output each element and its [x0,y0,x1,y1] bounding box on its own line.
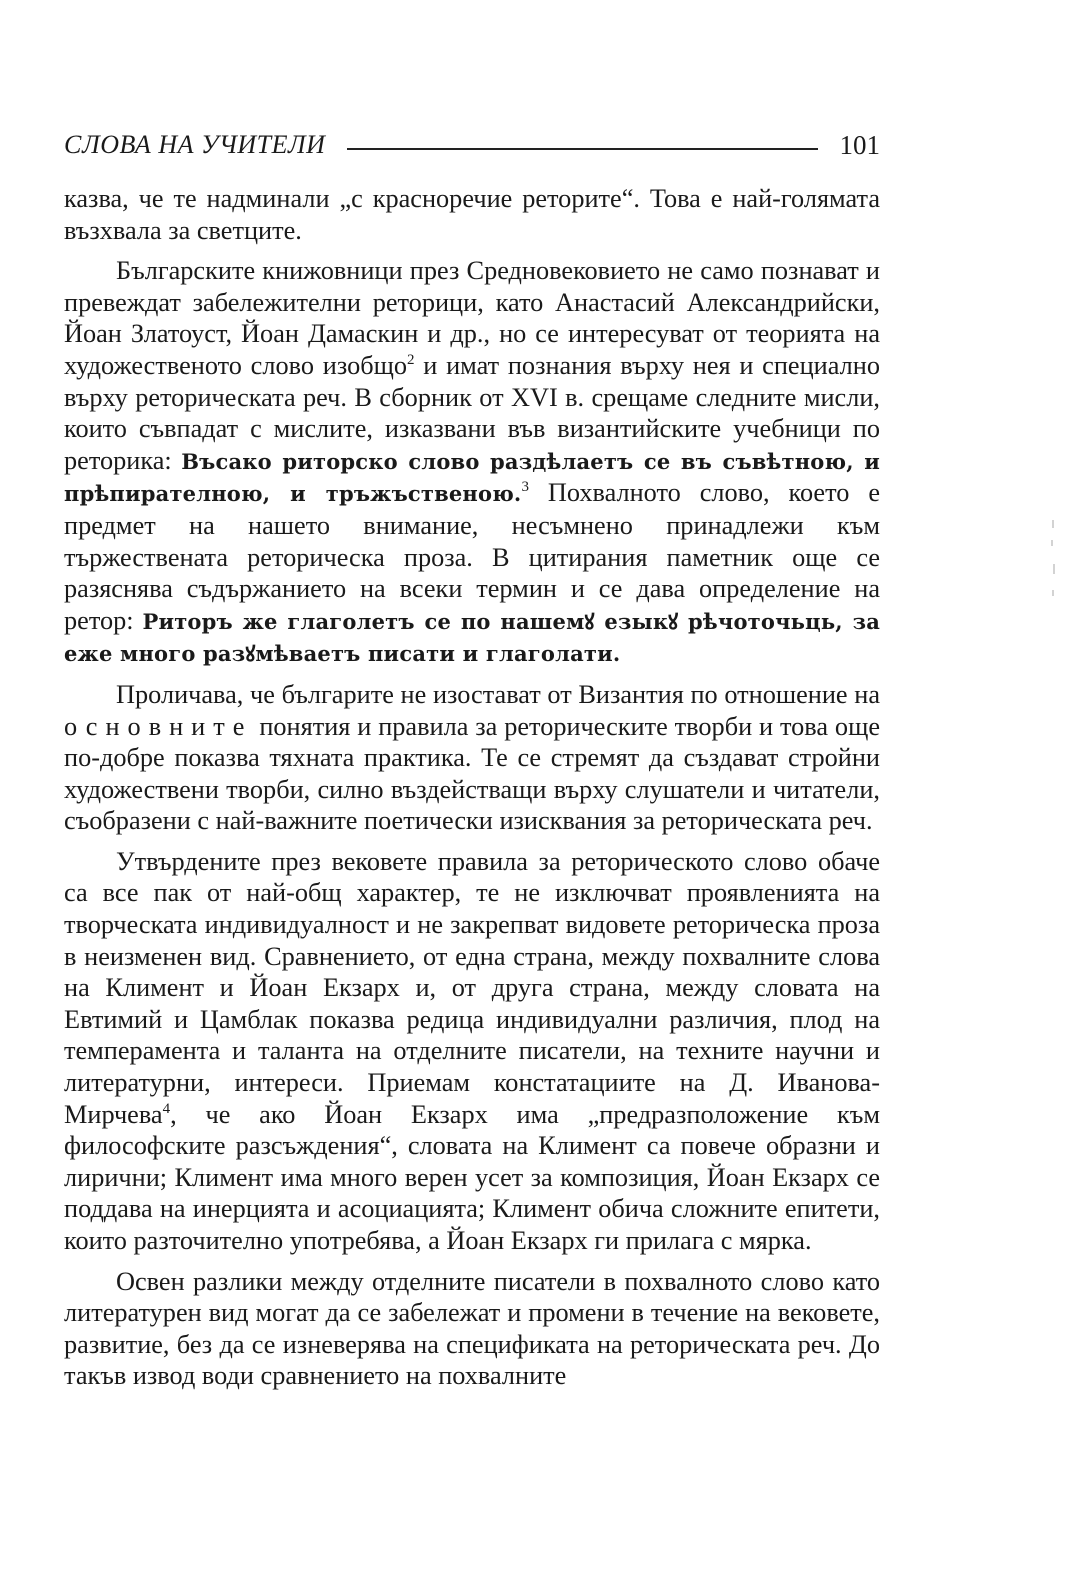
text-segment: Българските книжовници през Средновековието не само познават и превеждат забележителни реторици, като Анастасий Александрийски, Йоан Златоуст, Йоан Дамаскин и др., но се интересуват от теорията на художественото слово изобщо [64,256,880,380]
text-segment: , че ако Йоан Екзарх има „предразположение към философските разсъждения“, словата на Климент са повече образни и лирични; Климент има много верен усет за композиция, Йоан Екзарх се поддава на инерцията и асоциацията; Климент обича сложните епитети, които разточително употребява, а Йоан Екзарх ги прилага с мярка. [64,1099,880,1255]
scan-edge-marks [1050,520,1056,620]
running-title: СЛОВА НА УЧИТЕЛИ [64,130,326,159]
page-number: 101 [839,129,880,160]
paragraph [64,846,880,1257]
header-rule [347,148,817,150]
paragraph [64,255,880,670]
paragraph [64,1266,880,1392]
text-segment: Освен разлики между отделните писатели в похвалното слово като литературен вид могат да се забележат и промени в течение на вековете, развитие, без да се изневерява на спецификата на реторическата реч. До такъв извод води сравнението на похвалните [64,1266,880,1391]
text-segment: понятия и правила за реторическите творби и това още по-добре показва тяхната практика. Те се стремят да създават стройни художествени творби, силно въздействащи върху слушатели и читатели, съобразени с най-важните поетически изисквания за реторическата реч. [64,711,880,836]
text-segment: казва, че те надминали „с красноречие реторите“. Това е най-голямата възхвала за светците. [64,184,880,245]
old-bulgarian-quote: Риторъ же глаголетъ се по нашемꙋ езыкꙋ рѣчоточьць, за еже много разꙋмѣваетъ писати и глаголати. [64,608,881,667]
footnote-ref: 4 [162,1100,171,1117]
text-segment: Похвалното слово, което е предмет на нашето внимание, несъмнено принадлежи към тържествената реторическа проза. В цитирания паметник още се разяснява съдържанието на всеки термин и се дава определение на ретор: [64,478,880,635]
old-bulgarian-quote: Въсако риторско слово раздѣлаетъ се въ съвѣтною, и прѣпирателною, и тръжъственою. [64,448,880,507]
footnote-ref: 3 [521,479,529,496]
text-segment: Проличава, че българите не изостават от Византия по отношение на [116,679,880,709]
body-text [64,183,880,1392]
running-header [64,120,880,170]
emphasized-word: основните [64,711,253,741]
paragraph [64,183,880,246]
book-page [64,0,880,1573]
text-segment: Утвърдените през вековете правила за реторическото слово обаче са все пак от най-общ характер, те не изключват проявленията на творческата индивидуалност и не закрепват видовете реторическа проза в неизменен вид. Сравнението, от една страна, между похвалните слова на Климент и Йоан Екзарх и, от друга страна, между словата на Евтимий и Цамблак показва редица индивидуални различия, плод на темперамента и таланта на отделните писатели, на техните научни и литературни, интереси. Приемам констатациите на Д. Иванова-Мирчева [64,846,880,1129]
footnote-ref: 2 [407,352,415,369]
text-segment: и имат познания върху нея и специално върху реторическата реч. В сборник от XVI в. срещаме следните мисли, които съвпадат с мислите, изказвани във византийските учебници по реторика: [64,350,880,475]
paragraph [64,679,880,837]
